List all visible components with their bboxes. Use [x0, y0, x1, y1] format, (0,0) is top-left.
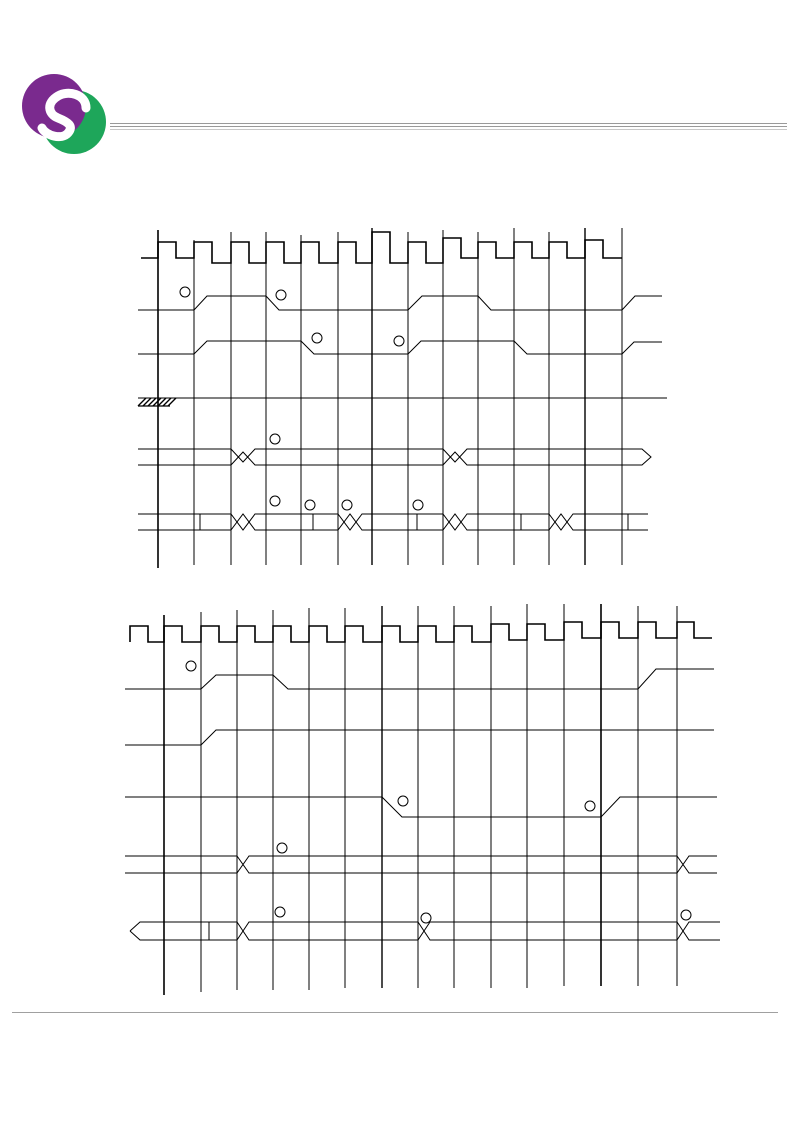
timing-marker — [398, 796, 408, 806]
data-bus-1 — [125, 856, 717, 873]
timing-marker — [421, 913, 431, 923]
timing-markers — [186, 661, 691, 923]
signal-level-3 — [125, 797, 717, 817]
footer-rule — [12, 1012, 778, 1013]
timing-marker — [585, 801, 595, 811]
clock-waveform — [130, 622, 712, 642]
timing-marker — [275, 907, 285, 917]
signal-level-2 — [125, 730, 714, 745]
timing-marker — [681, 910, 691, 920]
timing-marker — [277, 843, 287, 853]
timing-marker — [186, 661, 196, 671]
signal-level-1 — [125, 669, 714, 689]
data-bus-2 — [130, 922, 720, 940]
